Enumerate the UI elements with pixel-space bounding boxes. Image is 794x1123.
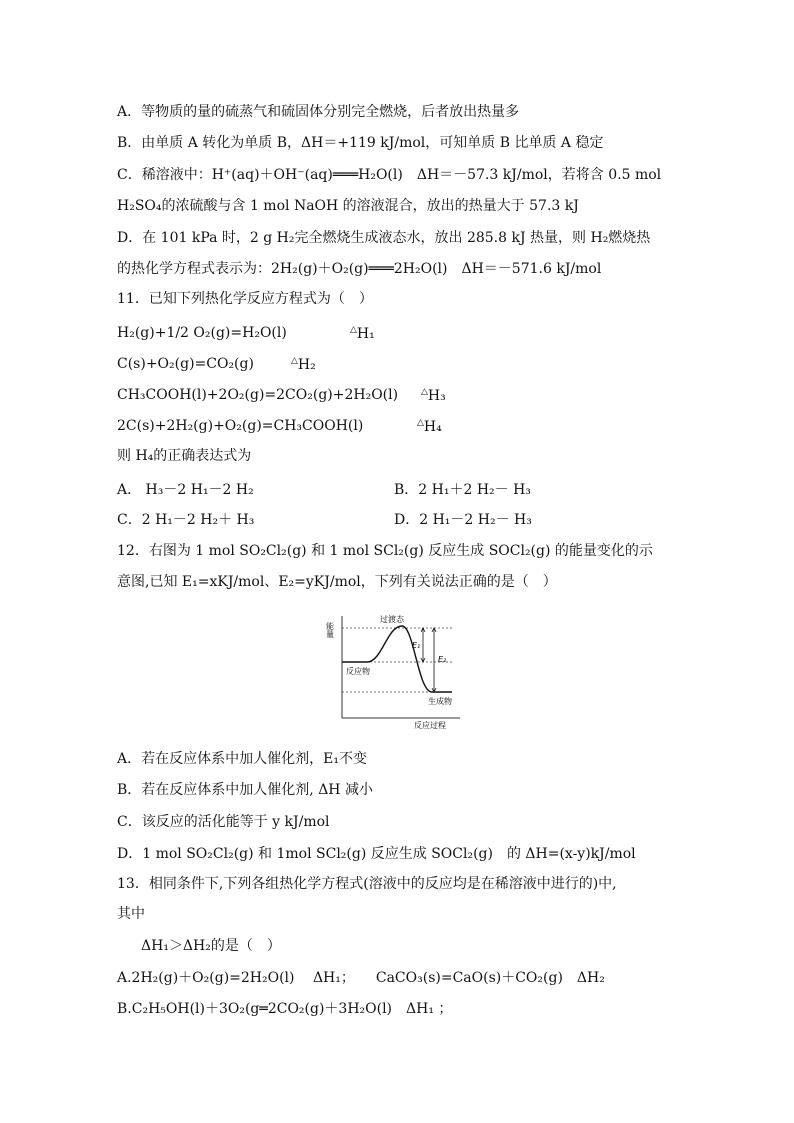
triangle-icon: △ — [291, 356, 298, 366]
q11-equation-4: 2C(s)+2H₂(g)+O₂(g)=CH₃COOH(l) — [117, 418, 364, 434]
y-axis-label: 能量 — [325, 622, 335, 638]
q10-option-a: A．等物质的量的硫蒸气和硫固体分别完全燃烧，后者放出热量多 — [117, 104, 520, 120]
q11-equation-1: H₂(g)+1/2 O₂(g)=H₂O(l) — [117, 325, 287, 341]
q11-ask: 则 H₄的正确表达式为 — [117, 448, 252, 464]
energy-diagram — [322, 612, 464, 730]
q12-stem-line1: 12．右图为 1 mol SO₂Cl₂(g) 和 1 mol SCl₂(g) 反应生成 SOCl₂(g) 的能量变化的示 — [117, 543, 653, 559]
q12-option-a: A．若在反应体系中加人催化剂，E₁不变 — [117, 751, 367, 767]
q10-option-c-line2: H₂SO₄的浓硫酸与含 1 mol NaOH 的溶液混合，放出的热量大于 57.3 kJ — [117, 198, 579, 214]
h1-text: H₁ — [356, 326, 375, 342]
triangle-icon: △ — [350, 325, 357, 335]
delta-h1-label — [350, 321, 375, 343]
q10-option-d-line2: 的热化学方程式表示为：2H₂(g)＋O₂(g)═══2H₂O(l) ΔH＝－571.6 kJ/mol — [117, 261, 602, 277]
q11-option-c: C．2 H₁－2 H₂＋ H₃ — [117, 512, 255, 528]
q12-option-d: D．1 mol SO₂Cl₂(g) 和 1mol SCl₂(g) 反应生成 SOCl₂(g) 的 ΔH=(x-y)kJ/mol — [117, 846, 636, 862]
q13-option-b: B.C₂H₅OH(l)＋3O₂(g═2CO₂(g)＋3H₂O(l) ΔH₁ ； — [117, 1001, 453, 1017]
q11-equation-2: C(s)+O₂(g)=CO₂(g) — [117, 356, 254, 372]
h3-text: H₃ — [427, 388, 446, 404]
e1-label: E₁ — [412, 641, 421, 650]
q10-option-b: B．由单质 A 转化为单质 B，ΔH＝+119 kJ/mol，可知单质 B 比单质 A 稳定 — [117, 135, 604, 151]
product-label: 生成物 — [428, 697, 452, 706]
q11-option-d: D．2 H₁－2 H₂－ H₃ — [394, 512, 532, 528]
transition-label: 过渡态 — [380, 615, 404, 624]
q10-option-d-line1: D．在 101 kPa 时，2 g H₂完全燃烧生成液态水，放出 285.8 kJ 热量，则 H₂燃烧热 — [117, 230, 651, 246]
q13-stem-line2: 其中 — [117, 906, 145, 922]
q12-option-c: C．该反应的活化能等于 y kJ/mol — [117, 814, 330, 830]
triangle-icon: △ — [421, 387, 428, 397]
q11-option-a: A． H₃－2 H₁－2 H₂ — [117, 482, 254, 498]
triangle-icon: △ — [417, 418, 424, 428]
delta-h4-label — [417, 414, 442, 436]
q10-option-c-line1: C．稀溶液中：H⁺(aq)＋OH⁻(aq)═══H₂O(l) ΔH＝－57.3 kJ/mol，若将含 0.5 mol — [117, 167, 662, 183]
q11-option-b: B．2 H₁＋2 H₂－ H₃ — [394, 482, 531, 498]
e2-label: E₂ — [438, 655, 447, 664]
delta-h2-label — [291, 352, 316, 374]
q12-stem-line2: 意图,已知 E₁=xKJ/mol、E₂=yKJ/mol，下列有关说法正确的是（ ） — [117, 574, 557, 590]
h4-text: H₄ — [423, 419, 442, 435]
q12-option-b: B．若在反应体系中加人催化剂, ΔH 减小 — [117, 782, 373, 798]
x-axis-label: 反应过程 — [414, 721, 446, 730]
q11-stem: 11．已知下列热化学反应方程式为（ ） — [117, 291, 373, 307]
q13-option-a: A.2H₂(g)＋O₂(g)=2H₂O(l) ΔH₁； CaCO₃(s)=CaO(s)＋CO₂(g) ΔH₂ — [117, 970, 605, 986]
delta-h3-label — [421, 383, 446, 405]
q13-stem-line3: ΔH₁＞ΔH₂的是（ ） — [141, 938, 281, 954]
h2-text: H₂ — [297, 357, 316, 373]
energy-curve — [342, 626, 452, 692]
q11-equation-3: CH₃COOH(l)+2O₂(g)=2CO₂(g)+2H₂O(l) — [117, 387, 399, 403]
q13-stem-line1: 13．相同条件下,下列各组热化学方程式(溶液中的反应均是在稀溶液中进行的)中, — [117, 876, 617, 892]
reactant-label: 反应物 — [346, 667, 370, 676]
